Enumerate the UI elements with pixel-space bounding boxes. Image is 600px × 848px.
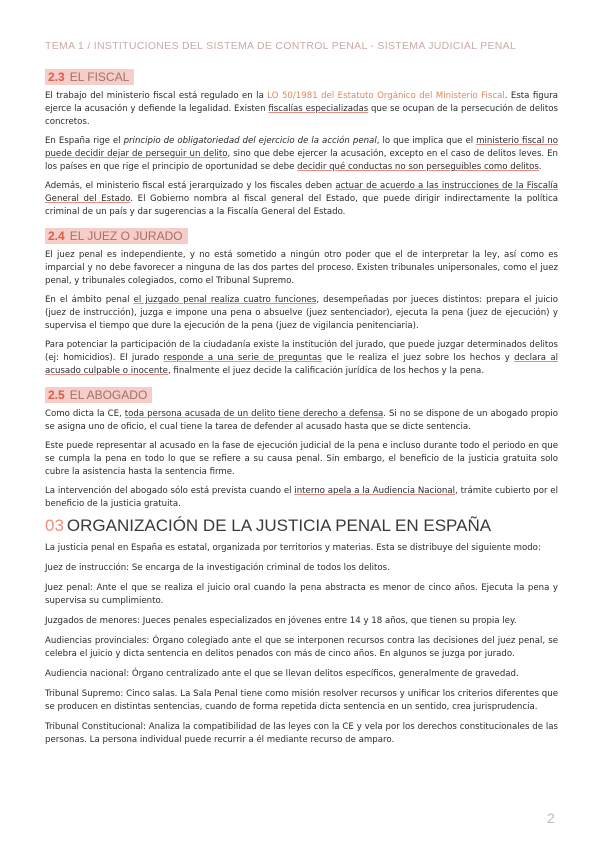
- section-heading-fiscal: [45, 69, 134, 85]
- chapter-heading: [45, 517, 558, 535]
- paragraph: Este puede representar al acusado en la fase de ejecución judicial de la pena e incluso durante todo el periodo en que se cumpla la pena en todo lo que se refiere a su causa penal. Sin embargo, el beneficio de la justicia gratuita solo cubre la asistencia hasta la sentencia firme.: [45, 441, 558, 477]
- section-title: EL FISCAL: [69, 70, 130, 84]
- text: . Si no se dispone de un abogado propio se asigna uno de oficio, el cual tiene la tarea de defender al acusado hasta que se dicte sentencia.: [45, 409, 558, 432]
- list-item: Juzgados de menores: Jueces penales especializados en jóvenes entre 14 y 18 años, que tienen su propia ley.: [45, 616, 517, 626]
- underlined-term: declara al acusado culpable o inocente: [45, 353, 559, 376]
- chapter-number: 03: [45, 516, 64, 535]
- list-item: Audiencias provinciales: Órgano colegiado ante el que se interponen recursos contra las decisiones del juez penal, se celebra el juicio y dicta sentencia en delitos penados con más de cinco años. En algunos se juzga por jurado.: [45, 636, 558, 659]
- paragraph: [45, 135, 558, 174]
- paragraph: El juez penal es independiente, y no está sometido a ningún otro poder que el de interpretar la ley, así como es imparcial y no debe favorecer a ninguna de las dos partes del proceso. Existen tribunales unipersonales, como el juez penal, y tribunales colegiados, como el Tribunal Supremo.: [45, 250, 558, 286]
- underlined-term: actuar de acuerdo a las instrucciones de la Fiscalía General del Estado: [45, 181, 558, 204]
- section-number: 2.4: [48, 229, 65, 243]
- section-title: EL ABOGADO: [69, 388, 148, 402]
- italic-term: principio de obligatoriedad del ejercicio de la acción penal: [123, 136, 377, 146]
- law-reference-link[interactable]: LO 50/1981 del Estatuto Orgánico del Ministerio Fiscal: [267, 91, 505, 101]
- page-content: [45, 66, 558, 754]
- underlined-term: decidir qué conductas no son perseguibles como delitos: [297, 162, 539, 172]
- running-header: TEMA 1 / INSTITUCIONES DEL SISTEMA DE CONTROL PENAL - SISTEMA JUDICIAL PENAL: [45, 40, 517, 52]
- list-item: Juez penal: Ante el que se realiza el juicio oral cuando la pena abstracta es menor de cinco años. Ejecuta la pena y supervisa su cumplimiento.: [45, 583, 558, 606]
- text: que se ocupan de la persecución de delitos concretos.: [45, 104, 558, 127]
- text: La intervención del abogado sólo está prevista cuando el: [45, 486, 295, 496]
- section-heading-abogado: [45, 387, 152, 403]
- chapter-title: ORGANIZACIÓN DE LA JUSTICIA PENAL EN ESPAÑA: [66, 516, 492, 535]
- section-heading-juez: [45, 228, 188, 244]
- section-number: 2.3: [48, 70, 65, 84]
- text: El trabajo del ministerio fiscal está regulado en la: [45, 91, 268, 101]
- underlined-term: responde a una serie de preguntas: [163, 353, 322, 363]
- list-item: Juez de instrucción: Se encarga de la investigación criminal de todos los delitos.: [45, 563, 390, 573]
- text: En el ámbito penal: [45, 295, 134, 305]
- underlined-term: interno apela a la Audiencia Nacional: [294, 486, 456, 496]
- paragraph: [45, 339, 558, 378]
- paragraph: [45, 180, 558, 219]
- paragraph: [45, 90, 558, 129]
- paragraph: [45, 294, 558, 333]
- list-item: La justicia penal en España es estatal, organizada por territorios y materias. Esta se distribuye del siguiente modo:: [45, 543, 541, 553]
- text: En España rige el: [45, 136, 124, 146]
- section-title: EL JUEZ O JURADO: [69, 229, 183, 243]
- text: . El Gobierno nombra al fiscal general del Estado, que puede dirigir indirectamente la política criminal de un país y dar sugerencias a la Fiscalía General del Estado.: [45, 194, 558, 217]
- paragraph: [45, 408, 558, 434]
- text: Para potenciar la participación de la ciudadanía existe la institución del jurado, que puede juzgar determinados delitos (ej: homicidios). El jurado: [45, 340, 558, 363]
- underlined-term: toda persona acusada de un delito tiene derecho a defensa: [124, 409, 384, 419]
- text: .: [538, 162, 542, 172]
- text: . Esta figura ejerce la acusación y defiende la legalidad. Existen: [45, 91, 558, 114]
- text: , sino que debe ejercer la acusación, excepto en el caso de delitos leves. En los países en que rige el principio de oportunidad se debe: [45, 149, 558, 172]
- underlined-term: fiscalías especializadas: [268, 104, 369, 114]
- text: , lo que implica que el: [376, 136, 477, 146]
- text: , finalmente el juez decide la calificación jurídica de los hechos y la pena.: [167, 366, 485, 376]
- paragraph: [45, 485, 558, 511]
- section-number: 2.5: [48, 388, 65, 402]
- text: Como dicta la CE,: [45, 409, 125, 419]
- list-item: Audiencia nacional: Órgano centralizado ante el que se llevan delitos específicos, generalmente de gravedad.: [45, 669, 519, 679]
- text: que le realiza el juez sobre los hechos y: [321, 353, 515, 363]
- underlined-term: el juzgado penal realiza cuatro funciones: [133, 295, 317, 305]
- list-item: Tribunal Constitucional: Analiza la compatibilidad de las leyes con la CE y vela por los derechos constitucionales de las personas. La persona individual puede recurrir a él mediante recurso de amparo.: [45, 722, 558, 745]
- text: , desempeñadas por jueces distintos: prepara el juicio (juez de instrucción), juzga e impone una pena o absuelve (juez sentenciador), ejecuta la pena (juez de ejecución) y supervisa el tiempo que dure la ejecución de la pena (juez de vigilancia penitenciaria).: [45, 295, 558, 331]
- text: Además, el ministerio fiscal está jerarquizado y los fiscales deben: [45, 181, 336, 191]
- list-item: Tribunal Supremo: Cinco salas. La Sala Penal tiene como misión resolver recursos y unificar los criterios diferentes que se producen en distintas sentencias, cuando de forma repetida dicta sentencia en un sentido, crea jurisprudencia.: [45, 689, 558, 712]
- underlined-term: ministerio fiscal no puede decidir dejar de perseguir un delito: [45, 136, 559, 159]
- text: , trámite cubierto por el beneficio de la justicia gratuita.: [45, 486, 558, 509]
- page-number: 2: [547, 810, 555, 826]
